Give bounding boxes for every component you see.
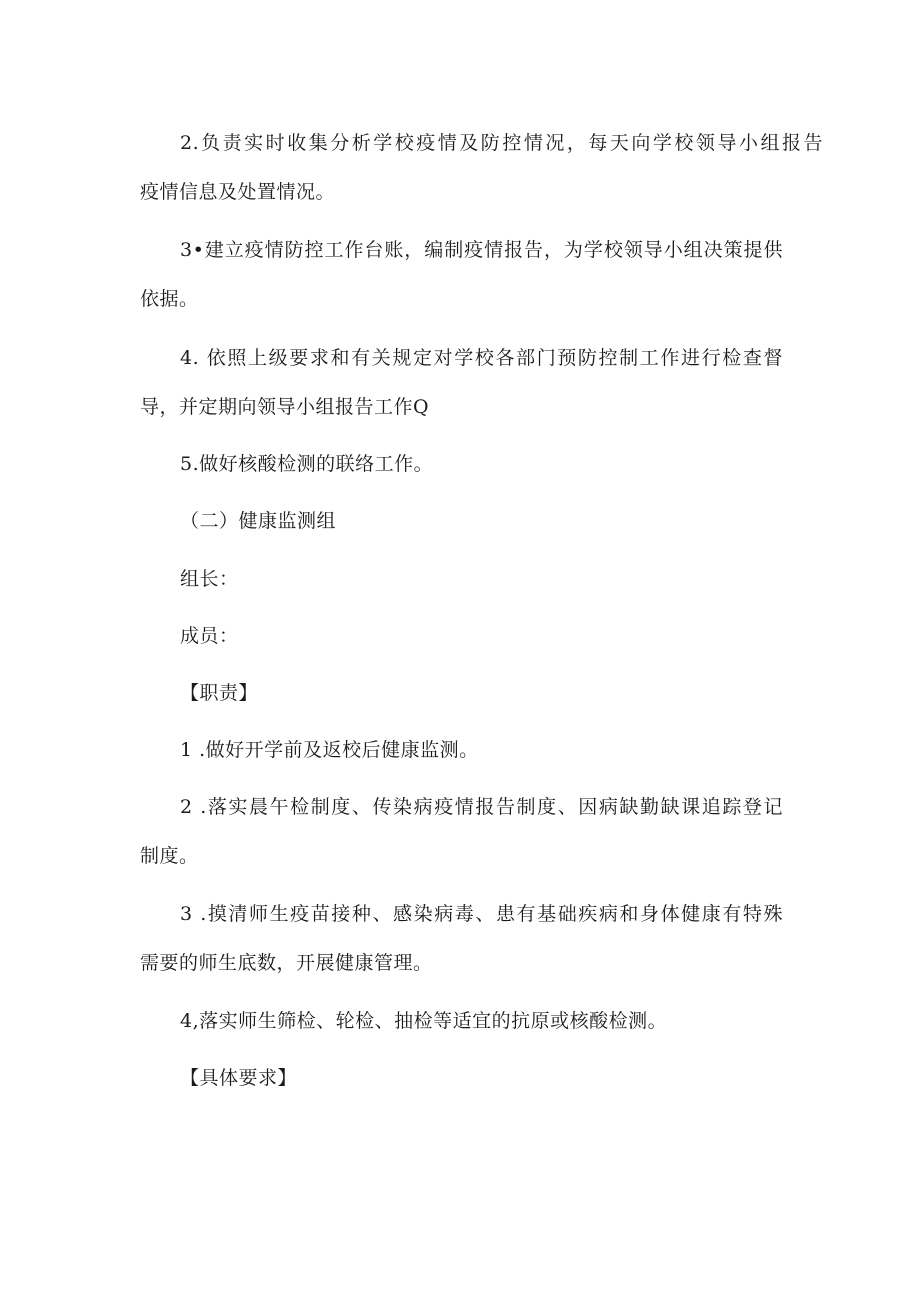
section-heading: （二）健康监测组 [180, 510, 337, 532]
requirements-heading: 【具体要求】 [180, 1067, 298, 1089]
duty-2-line-2: 制度。 [140, 845, 199, 867]
paragraph-1-line-2: 疫情信息及处置情况。 [140, 181, 336, 203]
paragraph-4-line-1: 5.做好核酸检测的联络工作。 [180, 453, 434, 475]
duty-2-line-1: 2 .落实晨午检制度、传染病疫情报告制度、因病缺勤缺课追踪登记 [180, 796, 783, 818]
paragraph-3-line-1: 4. 依照上级要求和有关规定对学校各部门预防控制工作进行检查督 [180, 347, 783, 369]
paragraph-2-line-2: 依据。 [140, 288, 199, 310]
duty-3-line-1: 3 .摸清师生疫苗接种、感染病毒、患有基础疾病和身体健康有特殊 [180, 903, 783, 925]
duty-4-line-1: 4,落实师生筛检、轮检、抽检等适宜的抗原或核酸检测。 [180, 1010, 668, 1032]
leader-label: 组长： [180, 568, 239, 590]
paragraph-1-line-1: 2.负责实时收集分析学校疫情及防控情况，每天向学校领导小组报告 [180, 132, 823, 154]
paragraph-2-line-1: 3•建立疫情防控工作台账，编制疫情报告，为学校领导小组决策提供 [180, 239, 783, 261]
members-label: 成员： [180, 625, 239, 647]
duty-1-line-1: 1 .做好开学前及返校后健康监测。 [180, 739, 479, 761]
paragraph-3-line-2: 导，并定期向领导小组报告工作Q [140, 396, 430, 418]
duty-3-line-2: 需要的师生底数，开展健康管理。 [140, 952, 433, 974]
duties-heading: 【职责】 [180, 682, 259, 704]
